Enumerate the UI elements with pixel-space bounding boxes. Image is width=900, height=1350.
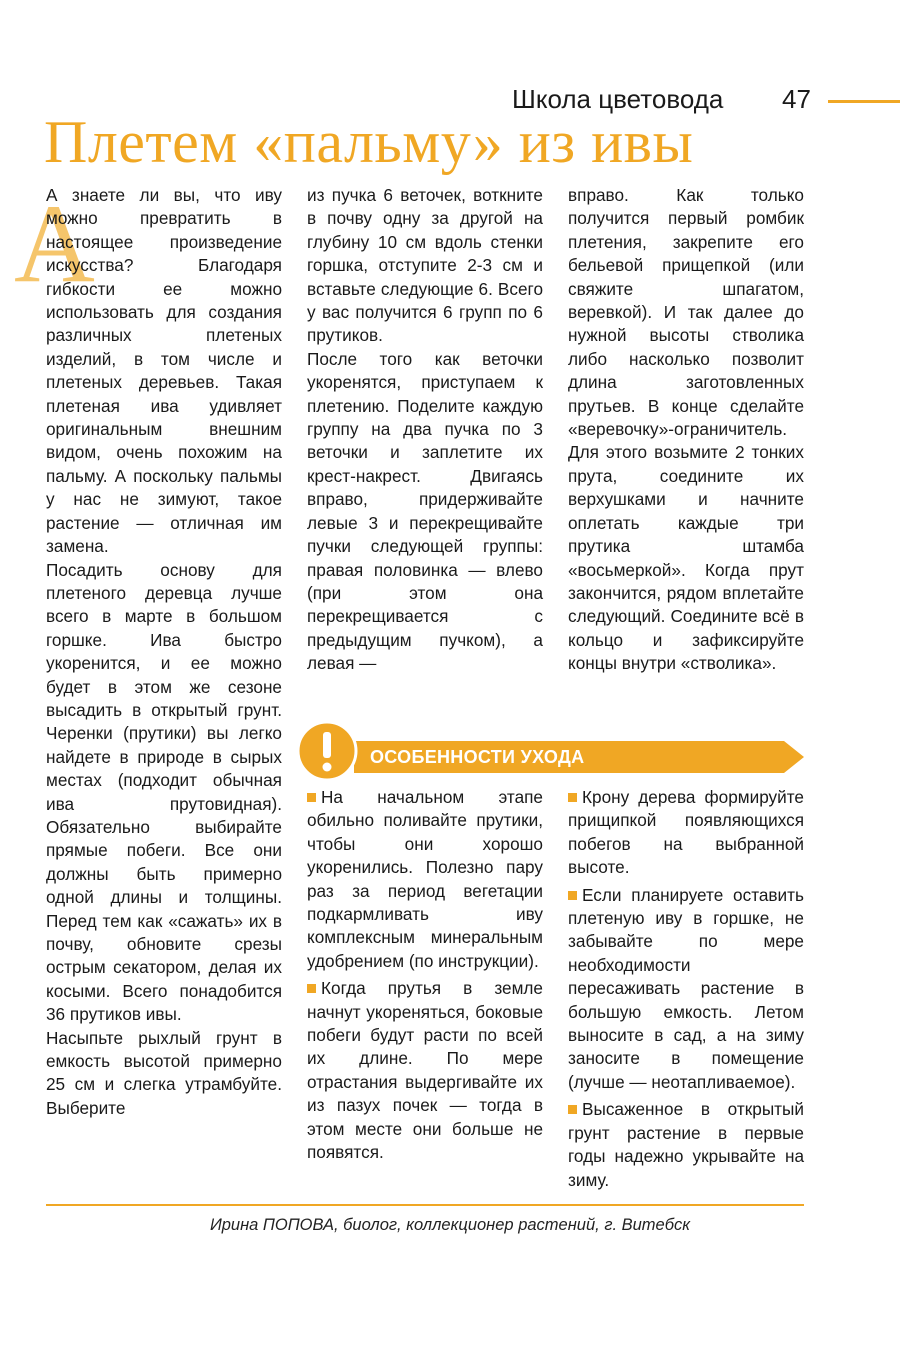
article-title: Плетем «пальму» из ивы [44, 109, 694, 175]
care-item: Крону дерева формируйте прищипкой появляющихся побегов на выбранной высоте. [568, 787, 804, 878]
exclamation-icon [296, 720, 358, 782]
column-2 [307, 184, 543, 676]
paragraph: После того как веточки укоренятся, приступаем к плетению. Поделите каждую группу на два пучка по 3 веточки и заплетите их крест-накрест. Двигаясь вправо, придерживайте левые 3 и перекрещивайте пучки следующей группы: правая половинка — влево (при этом она перекрещивается с предыдущим пучком), а левая — [307, 348, 543, 674]
bullet-icon [568, 891, 577, 900]
drop-cap: А [14, 182, 95, 306]
bullet-icon [307, 793, 316, 802]
column-1 [46, 184, 282, 1120]
footer-rule [46, 1204, 804, 1206]
paragraph: вправо. Как только получится первый ромбик плетения, закрепите его бельевой прищепкой (или свяжите шпагатом, веревкой). И так далее до нужной высоты стволика либо насколько позволит длина заготовленных прутьев. В конце сделайте «веревочку»-ограничитель. Для этого возьмите 2 тонких прута, соедините их верхушками и начните оплетать каждые три прутика штамба «восьмеркой». Когда прут закончится, рядом вплетайте следующий. Соедините всё в кольцо и зафиксируйте концы внутри «стволика». [568, 185, 804, 674]
paragraph: из пучка 6 веточек, воткните в почву одну за другой на глубину 10 см вдоль стенки горшка, отступите 2-3 см и вставьте следующие 6. Всего у вас получится 6 групп по 6 прутиков. [307, 185, 543, 346]
care-banner [354, 741, 804, 773]
bullet-icon [307, 984, 316, 993]
paragraph: А знаете ли вы, что иву можно превратить в настоящее произведение искусства? Благодаря гибкости ее можно использовать для создания различных плетеных изделий, в том числе и плетеных деревьев. Такая плетеная ива удивляет оригинальным внешним видом, очень похожим на пальму. А поскольку пальмы у нас не зимуют, такое растение — отличная им замена. [46, 185, 282, 557]
page-number: 47 [782, 84, 811, 114]
paragraph: Насыпьте рыхлый грунт в емкость высотой примерно 25 см и слегка утрамбуйте. Выберите [46, 1027, 282, 1118]
care-column-2 [568, 786, 804, 1196]
bullet-icon [568, 1105, 577, 1114]
column-3 [568, 184, 804, 676]
care-item: Если планируете оставить плетеную иву в горшке, не забывайте по мере необходимости пересаживать растение в большую емкость. Летом выносите в сад, а на зиму заносите в помещение (лучше — неотапливаемое). [568, 884, 804, 1092]
care-item: Высаженное в открытый грунт растение в первые годы надежно укрывайте на зиму. [568, 1099, 804, 1190]
paragraph: Посадить основу для плетеного деревца лучше всего в марте в большом горшке. Ива быстро укоренится, и ее можно будет в этом же сезоне высадить в открытый грунт. Черенки (прутики) вы легко найдете в природе в сырых местах (подходит обычная ива прутовидная). Обязательно выбирайте прямые побеги. Все они должны быть примерно одной длины и толщины. Перед тем как «сажать» их в почву, обновите срезы острым секатором, делая их косыми. Всего понадобится 36 прутиков ивы. [46, 559, 282, 1025]
care-item: Когда прутья в земле начнут укореняться, боковые побеги будут расти по всей их длине. По мере отрастания выдергивайте их из пазух почек — тогда в этом месте они больше не появятся. [307, 978, 543, 1163]
care-item: На начальном этапе обильно поливайте прутики, чтобы они хорошо укоренились. Полезно пару раз за период вегетации подкармливать иву комплексным минеральным удобрением (по инструкции). [307, 787, 543, 971]
care-column-1 [307, 786, 543, 1169]
header-rule [828, 100, 900, 103]
care-heading: ОСОБЕННОСТИ УХОДА [370, 747, 585, 767]
section-title: Школа цветовода [512, 84, 724, 114]
bullet-icon [568, 793, 577, 802]
author-credit: Ирина ПОПОВА, биолог, коллекционер растений, г. Витебск [209, 1216, 691, 1234]
